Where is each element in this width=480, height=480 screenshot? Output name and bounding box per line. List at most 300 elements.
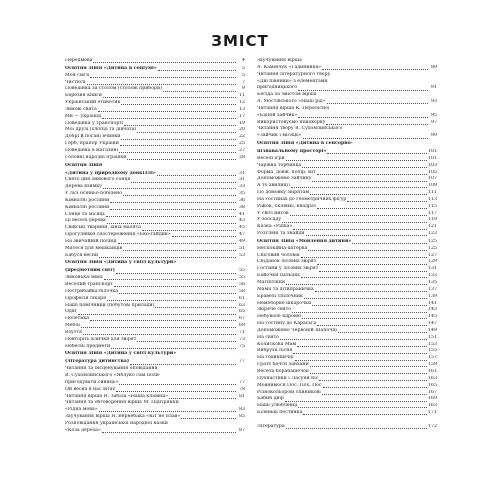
dot-leader [286,284,427,285]
toc-entry [65,100,245,107]
toc-entry-page: 121 [428,224,437,230]
toc-right-column [257,58,437,431]
toc-entry [257,99,437,106]
dot-leader [303,138,428,139]
toc-entry [257,141,437,148]
dot-leader [114,286,236,287]
toc-entry [257,417,437,424]
dot-leader [106,216,236,217]
toc-entry [65,114,245,121]
dot-leader [181,418,236,419]
dot-leader [322,69,428,70]
toc-entry-label: Пострибайка білочка [65,288,119,294]
toc-entry-page: 115 [428,203,437,209]
toc-entry [65,171,245,178]
dot-leader [107,223,236,224]
page-title: ЗМІСТ [211,32,269,50]
toc-entry [65,373,245,380]
toc-entry-page: 58 [239,288,245,294]
toc-entry-page: 93 [431,99,437,105]
dot-leader [123,195,236,196]
toc-entry-page: 31 [239,177,245,183]
toc-entry-page: 87 [239,427,245,433]
toc-entry [257,410,437,417]
toc-entry [257,113,437,120]
toc-entry [65,330,245,337]
dot-leader [103,188,236,189]
toc-entry-label: А то хвилиці? [257,183,291,189]
toc-entry-page: 27 [239,147,245,153]
toc-entry-label: Ми — українці [65,113,102,119]
toc-entry-label: Кімнатні рослини [65,204,110,210]
toc-entry-label: «Дитина у природному довкіллі» [65,170,156,176]
toc-entry [257,328,437,335]
toc-entry-page: 163 [428,375,437,381]
toc-entry-label: Розгляні та знайди [257,231,305,237]
dot-leader [116,391,236,392]
toc-entry-label: Байочки пальцях [257,273,300,279]
dot-leader [120,145,236,146]
toc-entry-label: Зимонька-зима [65,275,103,281]
toc-entry [257,342,437,349]
toc-entry-label: Допоможемо Червоній Шапочці [257,327,337,333]
toc-entry [257,362,437,369]
toc-entry-page: 125 [428,245,437,251]
toc-entry [257,190,437,197]
toc-entry-page: 95 [431,112,437,118]
dot-leader [123,250,236,251]
toc-entry-page: 113 [428,196,437,202]
toc-entry-label: Мамії та дітипраничка [257,286,314,292]
dot-leader [286,160,427,161]
toc-entry-page: 169 [428,396,437,402]
toc-entry-label: Сніговий чоловік [257,252,300,258]
dot-leader [319,271,427,272]
toc-entry [257,231,437,238]
toc-entry-label: Веселі ігри [257,155,285,161]
toc-entry-page: 85 [239,414,245,420]
toc-entry [65,184,245,191]
toc-entry-label: Герб, прапор України [65,141,119,147]
toc-entry-page: 153 [428,341,437,347]
toc-entry [65,93,245,100]
dot-leader [290,215,427,216]
toc-entry [257,376,437,383]
toc-entry-label: На звичайній полиці [65,238,117,244]
toc-entry [257,335,437,342]
dot-leader [306,235,428,236]
toc-entry-page: 137 [428,286,437,292]
toc-entry-label: У лісі осінньо-побілено [65,191,123,197]
dot-leader [297,346,427,347]
toc-entry-page: 5 [242,72,245,78]
toc-entry-page: 105 [428,169,437,175]
toc-entry-label: Чарівна торбинка [257,162,302,168]
toc-entry-page: 165 [428,382,437,388]
toc-entry-label: На гостинах до геометричних фігур [257,196,347,202]
toc-entry-page: 12 [239,100,245,106]
toc-entry-page: 145 [428,314,437,320]
toc-entry [257,217,437,224]
toc-entry-page: 161 [428,368,437,374]
toc-entry [65,275,245,282]
toc-entry [65,155,245,162]
dot-leader [163,91,236,92]
toc-entry-label: «Коза дереза» [65,427,101,433]
toc-entry [257,396,437,403]
toc-entry-page: 91 [431,85,437,91]
toc-entry [65,73,245,80]
dot-leader [302,318,427,319]
toc-entry-page: 78 [239,386,245,392]
toc-entry-label: Поведінка у транспорті [65,120,124,126]
toc-entry-page: 149 [428,327,437,333]
toc-entry [257,369,437,376]
toc-entry-label: Сніданок лісових звірят [257,259,317,265]
toc-entry-label: Веселий транспорт [65,282,114,287]
toc-entry [65,205,245,212]
toc-entry-label: У світі ниток [257,210,289,216]
toc-entry-label: Поведінка в магазині [65,147,119,153]
dot-leader [322,394,427,395]
toc-entry [257,92,437,99]
dot-leader [102,118,236,119]
toc-entry-page: 101 [428,155,437,161]
toc-entry-label: Мовнимося Пос. Пох. Пос [257,382,322,388]
dot-leader [298,90,428,91]
dot-leader [118,243,236,244]
toc-entry-label: Біленькі пестинка [257,410,303,416]
toc-entry-label: Освітня лінія «Дитина у світі культури» [65,260,177,266]
toc-entry [65,66,245,73]
toc-entry-label: Поведінка за столом (столові прибори) [65,86,163,92]
toc-entry-label: Небувале ядроню [257,314,301,320]
dot-leader [293,229,427,230]
toc-entry [257,170,437,177]
toc-entry-label: Вибруха пісня [257,348,293,354]
toc-entry [65,387,245,394]
toc-entry-label: пізнавальному просторі» [257,148,327,154]
dot-leader [169,398,236,399]
toc-entry-page: 38 [239,204,245,210]
dot-leader [121,139,236,140]
dot-leader [304,298,427,299]
toc-entry [65,141,245,148]
dot-leader [87,84,236,85]
toc-entry [65,107,245,114]
toc-entry [65,121,245,128]
dot-leader [99,257,236,258]
dot-leader [327,153,427,154]
toc-entry [65,296,245,303]
toc-entry-page: 7 [242,79,245,85]
toc-entry [65,232,245,239]
toc-entry-page: 49 [239,238,245,244]
dot-leader [172,236,236,237]
dot-leader [121,104,236,105]
toc-entry-page: 97 [431,119,437,125]
toc-entry-label: Березня книги [65,93,102,99]
dot-leader [326,124,428,125]
dot-leader [116,273,236,274]
toc-entry [65,239,245,246]
toc-entry [257,294,437,301]
toc-entry-page: 55 [239,275,245,281]
toc-entry [257,301,437,308]
toc-entry-label: Пухнастики і Ласуни ніс [257,375,319,381]
toc-entry-label: Ріжок, склянкі, квадрат [257,203,317,209]
toc-entry [65,253,245,260]
dot-leader [110,202,236,203]
toc-entry-label: Читання вірша К. Перелісної [257,105,330,111]
dot-leader [347,201,427,202]
toc-entry-page: 83 [239,407,245,413]
toc-entry-page: 51 [239,245,245,251]
toc-entry [257,72,437,79]
toc-entry-label: (предметний світ) [65,268,116,274]
toc-entry-label: Бесіда за змістом вірша [257,92,317,98]
toc-entry-page: 147 [428,321,437,327]
toc-entry [65,407,245,414]
toc-entry [257,126,437,133]
toc-entry-page: 171 [428,410,437,416]
toc-entry-page: 55 [239,268,245,274]
toc-entry [65,134,245,141]
toc-entry [65,366,245,373]
toc-entry-page: 20 [239,127,245,133]
toc-entry [257,390,437,397]
dot-leader [298,407,427,408]
toc-entry-label: Головні народні іграшки [65,154,127,160]
toc-entry-label: По домовку звірятам [257,190,310,196]
dot-leader [310,366,427,367]
toc-entry-label: Казка «Ріпка» [257,224,293,230]
dot-leader [102,432,236,433]
toc-entry-label: Наші улюбленці [257,403,298,409]
dot-leader [127,159,236,160]
toc-entry [65,337,245,344]
dot-leader [131,182,236,183]
dot-leader [317,264,427,265]
toc-entry-label: Чистюлі [65,79,86,85]
dot-leader [107,300,236,301]
toc-entry-label: Ой весна в нас вітає [65,386,116,392]
toc-entry-label: Прогулянки спостереження «Еко-гайдик» [65,232,171,238]
toc-entry [257,58,437,65]
toc-entry-page: 157 [428,355,437,361]
toc-left-column [65,58,245,435]
toc-entry [257,79,437,86]
dot-leader [124,125,236,126]
toc-entry-label: Професія лікаря [65,295,107,301]
dot-leader [90,77,236,78]
toc-entry-page: 172 [428,423,437,429]
toc-entry [65,421,245,428]
toc-entry-label: Освітня лінія «Дитина у світі культури» [65,351,177,357]
toc-entry-page: 17 [239,113,245,119]
toc-entry-label: Матеся для мешканців [65,245,123,251]
dot-leader [130,364,236,365]
toc-entry-page: 167 [428,389,437,395]
dot-leader [104,279,236,280]
toc-entry-label: Колискова Мам [257,341,297,347]
toc-entry-label: Читання літературного твору [257,71,331,77]
toc-entry [257,224,437,231]
toc-entry-label: Розповідання української народної казки [65,420,168,426]
toc-entry [65,323,245,330]
toc-entry-page: 31 [239,170,245,176]
toc-entry-page: 4 [242,58,245,63]
toc-entry-page: 131 [428,266,437,272]
toc-entry-label: Полетика [65,316,90,322]
toc-entry-page: 143 [428,307,437,313]
toc-entry [257,246,437,253]
toc-entry-label: Немоборке шкарочки [257,300,312,306]
dot-leader [310,373,427,374]
toc-entry [257,307,437,314]
dot-leader [301,277,427,278]
toc-entry-page: 19 [239,120,245,126]
toc-entry-page: 11 [239,93,245,99]
toc-entry [257,197,437,204]
toc-entry-label: Звіряче свято [257,307,292,313]
toc-entry-label: Свято дня зимового сонця [65,177,131,183]
toc-entry-label: Бравелі спілочник [257,293,303,299]
dot-leader [98,111,236,112]
toc-entry [257,120,437,127]
dot-leader [142,230,236,231]
toc-entry [65,163,245,170]
dot-leader [319,380,427,381]
dot-leader [110,209,236,210]
toc-entry [257,149,437,156]
toc-entry-page: 56 [239,282,245,287]
toc-entry [65,212,245,219]
toc-entry-page: 75 [239,343,245,349]
toc-entry-page: 129 [428,259,437,265]
toc-entry-label: Дерева взимку [65,184,102,190]
toc-entry [65,191,245,198]
dot-leader [111,348,236,349]
dot-leader [302,167,427,168]
toc-entry [257,280,437,287]
toc-entry-label: Освітня лінія «Дитина в соціумі» [65,65,157,71]
toc-entry [257,106,437,113]
toc-entry-page: 67 [239,316,245,322]
toc-entry [65,394,245,401]
toc-entry-page: 111 [428,190,437,196]
toc-entry-page: 35 [239,191,245,197]
toc-entry [257,273,437,280]
toc-entry [257,287,437,294]
toc-entry-label: Неспокійна-шітерка [257,245,308,251]
toc-entry-label: (література дитинства) [65,359,130,365]
toc-entry-page: 71 [239,329,245,335]
toc-entry-page: 127 [428,252,437,258]
dot-leader [99,411,236,412]
toc-entry-label: «Дві півники» з елементами [257,78,328,84]
toc-entry-label: Український етикетик [65,100,121,106]
toc-entry-page: 13 [239,106,245,112]
toc-entry-page: 155 [428,348,437,354]
dot-leader [155,307,236,308]
toc-entry [65,380,245,387]
toc-entry [257,176,437,183]
dot-leader [323,387,427,388]
toc-entry-page: 101 [428,148,437,154]
toc-entry [65,218,245,225]
dot-leader [315,291,427,292]
toc-entry-label: Заучування вірша [257,58,302,63]
toc-entry-page: 36 [239,197,245,203]
toc-entry-label: Меблі [65,323,80,329]
dot-leader [303,414,427,415]
toc-entry-label: Свійські тварини, їхніх малята [65,225,141,231]
toc-entry-page: 107 [428,176,437,182]
toc-entry-page: 47 [239,232,245,238]
toc-entry [257,383,437,390]
toc-entry-label: Бабуся весни [65,252,99,258]
toc-entry-label: Одяг [65,309,78,315]
toc-entry-page: 123 [428,231,437,237]
toc-entry [257,266,437,273]
toc-entry-label: Використовуємо пішохорку [257,119,326,125]
toc-entry-label: На свято [257,334,280,340]
toc-entry-page: 151 [428,334,437,340]
dot-leader [310,194,427,195]
toc-entry-page: 77 [239,359,245,365]
toc-entry [257,321,437,328]
toc-entry [65,246,245,253]
toc-entry-label: Гостини у лісових звірят [257,266,319,272]
toc-entry-label: Взуття [65,329,82,335]
toc-entry-label: На гостину до Карасьга [257,321,317,327]
dot-leader [312,181,427,182]
toc-entry-label: Кімнатні рослини [65,197,110,203]
dot-leader [317,174,427,175]
toc-entry-page: 125 [428,238,437,244]
dot-leader [298,117,428,118]
toc-entry [65,148,245,155]
toc-entry-page: 61 [239,295,245,301]
toc-entry [257,183,437,190]
toc-entry-page: 33 [239,184,245,190]
dot-leader [83,334,236,335]
toc-entry-page: 22 [239,134,245,140]
toc-entry [257,424,437,431]
toc-entry [65,289,245,296]
dot-leader [292,312,427,313]
toc-entry-page: 73 [239,336,245,342]
toc-entry-label: А. Мостівського «Наші рід» [257,99,326,105]
toc-entry-page: 159 [428,362,437,368]
toc-entry-page: 135 [428,280,437,285]
toc-entry-label: Гратє бачсн занхани [257,362,309,368]
toc-entry-page: 77 [239,379,245,385]
toc-entry [257,403,437,410]
dot-leader [78,314,236,315]
toc-entry [65,80,245,87]
toc-entry-label: На годинничці [257,355,294,361]
dot-leader [293,353,427,354]
dot-leader [317,208,427,209]
toc-entry-label: Зимові свята [65,106,97,112]
toc-entry-page: 103 [428,162,437,168]
toc-entry-label: Ці веселі дерева [65,218,106,224]
toc-entry [65,351,245,358]
toc-entry-page: 133 [428,273,437,279]
toc-entry-label: Весела борабашечок [257,368,309,374]
